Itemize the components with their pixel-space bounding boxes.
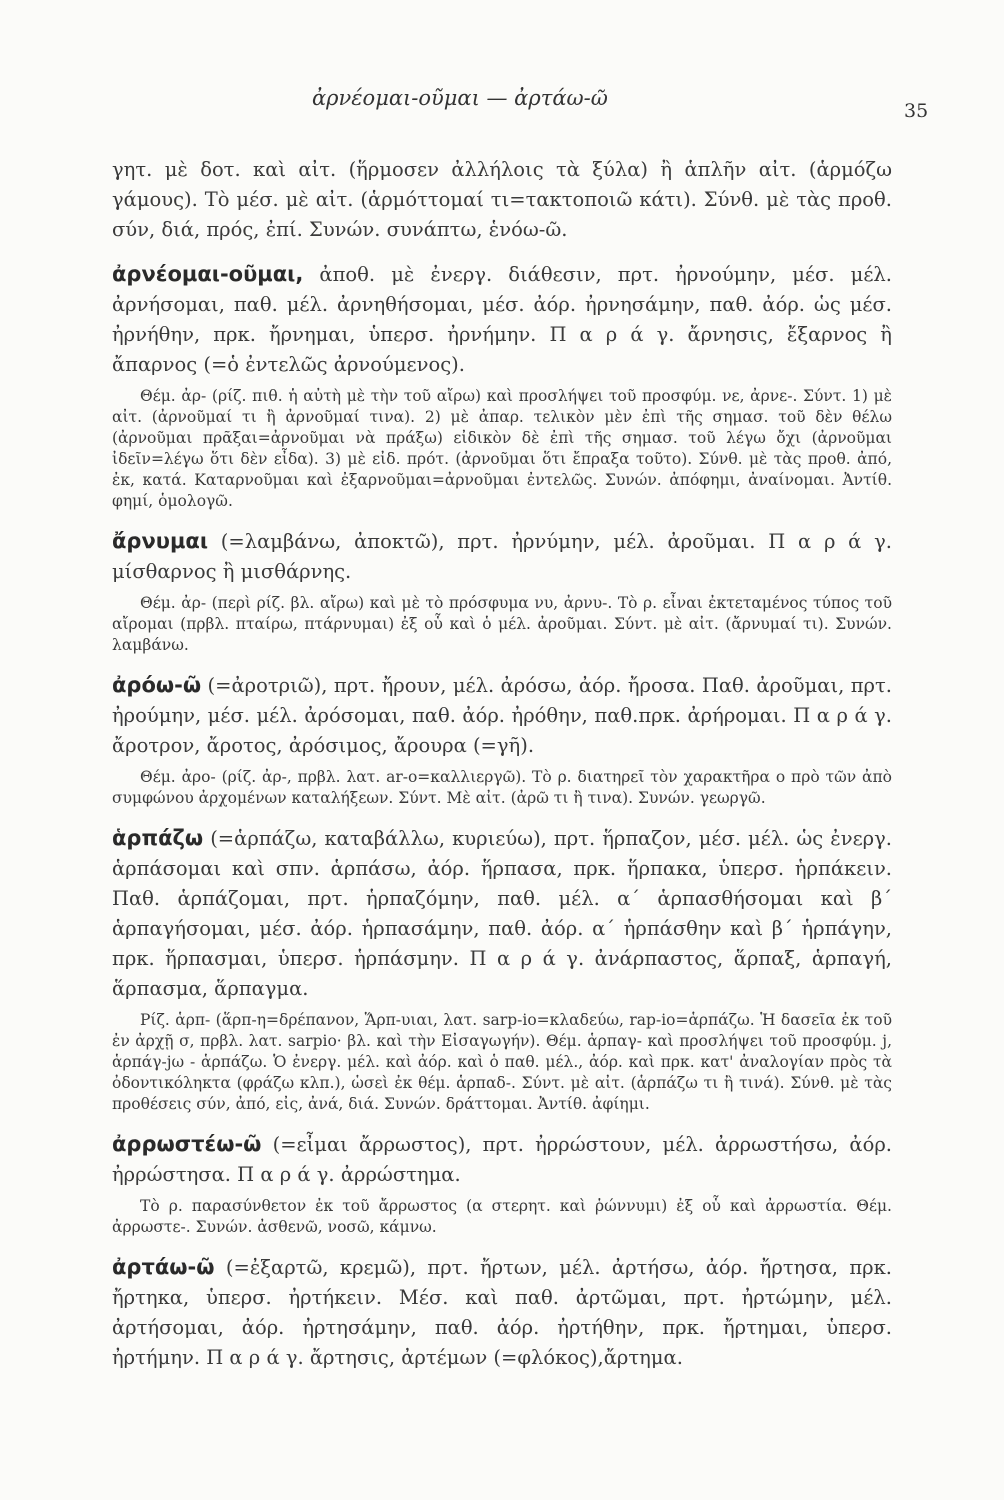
- entry-body: (=ἐξαρτῶ, κρεμῶ), πρτ. ἤρτων, μέλ. ἀρτήσω, ἀόρ. ἤρτησα, πρκ. ἤρτηκα, ὑπερσ. ἠρτήκειν. Μέσ. καὶ παθ. ἀρτῶμαι, πρτ. ἠρτώμην, μέλ. ἀρτήσομαι, ἀόρ. ἠρτησάμην, παθ. ἀόρ. ἠρτήθην, πρκ. ἤρτημαι, ὑπερσ. ἠρτήμην. Π α ρ ά γ. ἄρτησις, ἀρτέμων (=φλόκος),ἄρτημα.: [112, 1256, 892, 1369]
- entry-body: ἀποθ. μὲ ἐνεργ. διάθεσιν, πρτ. ἠρνούμην, μέσ. μέλ. ἀρνήσομαι, παθ. μέλ. ἀρνηθήσομαι, μέσ. ἀόρ. ἠρνησάμην, παθ. ἀόρ. ὡς μέσ. ἠρνήθην, πρκ. ἤρνημαι, ὑπερσ. ἠρνήμην. Π α ρ ά γ. ἄρνησις, ἔξαρνος ἢ ἄπαρνος (=ὁ ἐντελῶς ἀρνούμενος).: [112, 263, 892, 376]
- entry-main-text: [112, 670, 892, 761]
- entry-arneomai: [112, 259, 892, 512]
- entry-body: γητ. μὲ δοτ. καὶ αἰτ. (ἥρμοσεν ἀλλήλοις τὰ ξύλα) ἢ ἁπλῆν αἰτ. (ἁρμόζω γάμους). Τὸ μέσ. μὲ αἰτ. (ἁρμόττομαί τι=τακτοποιῶ κάτι). Σύνθ. μὲ τὰς προθ. σύν, διά, πρός, ἐπί. Συνών. συνάπτω, ἑνόω-ῶ.: [112, 158, 892, 241]
- entry-main-text: [112, 1252, 892, 1373]
- page-number: 35: [904, 100, 929, 122]
- entry-headword: ἁρπάζω: [112, 826, 204, 850]
- entry-harpazo: [112, 823, 892, 1115]
- entry-arrosteo: [112, 1129, 892, 1238]
- entry-body: (=ἁρπάζω, καταβάλλω, κυριεύω), πρτ. ἥρπαζον, μέσ. μέλ. ὡς ἐνεργ. ἁρπάσομαι καὶ σπν. ἁρπάσω, ἀόρ. ἥρπασα, πρκ. ἥρπακα, ὑπερσ. ἡρπάκειν. Παθ. ἁρπάζομαι, πρτ. ἡρπαζόμην, παθ. μέλ. α΄ ἁρπασθήσομαι καὶ β΄ ἁρπαγήσομαι, μέσ. ἀόρ. ἡρπασάμην, παθ. ἀόρ. α΄ ἡρπάσθην καὶ β΄ ἡρπάγην, πρκ. ἥρπασμαι, ὑπερσ. ἡρπάσμην. Π α ρ ά γ. ἀνάρπαστος, ἅρπαξ, ἁρπαγή, ἅρπασμα, ἅρπαγμα.: [112, 827, 892, 1000]
- entry-body: (=ἀροτριῶ), πρτ. ἤρουν, μέλ. ἀρόσω, ἀόρ. ἤροσα. Παθ. ἀροῦμαι, πρτ. ἠρούμην, μέσ. μέλ. ἀρόσομαι, παθ. ἀόρ. ἠρόθην, παθ.πρκ. ἀρήρομαι. Π α ρ ά γ. ἄροτρον, ἄροτος, ἀρόσιμος, ἄρουρα (=γῆ).: [112, 674, 892, 757]
- entry-body: (=λαμβάνω, ἀποκτῶ), πρτ. ἠρνύμην, μέλ. ἀροῦμαι. Π α ρ ά γ. μίσθαρνος ἢ μισθάρνης.: [112, 530, 892, 583]
- entry-headword: ἀρτάω-ῶ: [112, 1255, 215, 1279]
- entry-continuation: [112, 154, 892, 245]
- running-title: ἀρνέομαι-οῦμαι — ἀρτάω-ῶ: [312, 86, 608, 110]
- entry-main-text: [112, 1129, 892, 1190]
- entry-arnymai: [112, 526, 892, 656]
- entry-headword: ἀρρωστέω-ῶ: [112, 1132, 262, 1156]
- entry-note: Τὸ ρ. παρασύνθετον ἐκ τοῦ ἄρρωστος (α στερητ. καὶ ῥώννυμι) ἐξ οὗ καὶ ἀρρωστία. Θέμ. ἀρρωστε-. Συνών. ἀσθενῶ, νοσῶ, κάμνω.: [112, 1197, 892, 1236]
- entry-body: (=εἶμαι ἄρρωστος), πρτ. ἠρρώστουν, μέλ. ἀρρωστήσω, ἀόρ. ἠρρώστησα. Π α ρ ά γ. ἀρρώστημα.: [112, 1133, 892, 1186]
- entry-headword: ἀρόω-ῶ: [112, 673, 202, 697]
- entry-note: Θέμ. ἀρ- (περὶ ρίζ. βλ. αἴρω) καὶ μὲ τὸ πρόσφυμα νυ, ἀρνυ-. Τὸ ρ. εἶναι ἐκτεταμένος τύπος τοῦ αἴρομαι (πρβλ. πταίρω, πτάρνυμαι) ἐξ οὗ καὶ ὁ μέλ. ἀροῦμαι. Σύντ. μὲ αἰτ. (ἄρνυμαί τι). Συνών. λαμβάνω.: [112, 594, 892, 654]
- entry-main-text: [112, 154, 892, 245]
- entry-headword: ἀρνέομαι-οῦμαι,: [112, 262, 304, 286]
- entry-headword: ἄρνυμαι: [112, 529, 209, 553]
- entry-note: Ρίζ. ἁρπ- (ἅρπ-η=δρέπανον, Ἅρπ-υιαι, λατ. sarp-io=κλαδεύω, rap-io=ἁρπάζω. Ἡ δασεῖα ἐκ τοῦ ἐν ἀρχῇ σ, πρβλ. λατ. sarpio· βλ. καὶ τὴν Εἰσαγωγήν). Θέμ. ἁρπαγ- καὶ προσλήψει τοῦ προσφύμ. j, ἁρπάγ-jω - ἁρπάζω. Ὁ ἐνεργ. μέλ. καὶ ἀόρ. καὶ ὁ παθ. μέλ., ἀόρ. καὶ πρκ. κατ' ἀναλογίαν πρὸς τὰ ὀδοντικόληκτα (φράζω κλπ.), ὡσεὶ ἐκ θέμ. ἁρπαδ-. Σύντ. μὲ αἰτ. (ἁρπάζω τι ἢ τινά). Σύνθ. μὲ τὰς προθέσεις σύν, ἀπό, εἰς, ἀνά, διά. Συνών. δράττομαι. Ἀντίθ. ἀφίημι.: [112, 1011, 892, 1113]
- entry-main-text: [112, 823, 892, 1004]
- dictionary-column: [112, 154, 892, 1373]
- entry-aroo: [112, 670, 892, 809]
- entry-artao: [112, 1252, 892, 1373]
- entry-note: Θέμ. ἀρο- (ρίζ. ἀρ-, πρβλ. λατ. ar-o=καλλιεργῶ). Τὸ ρ. διατηρεῖ τὸν χαρακτῆρα ο πρὸ τῶν ἀπὸ συμφώνου ἀρχομένων καταλήξεων. Σύντ. Μὲ αἰτ. (ἀρῶ τι ἢ τινα). Συνών. γεωργῶ.: [112, 768, 892, 807]
- entry-main-text: [112, 526, 892, 587]
- entry-main-text: [112, 259, 892, 380]
- entry-note: Θέμ. ἀρ- (ρίζ. πιθ. ἡ αὐτὴ μὲ τὴν τοῦ αἴρω) καὶ προσλήψει τοῦ προσφύμ. νε, ἀρνε-. Σύντ. 1) μὲ αἰτ. (ἀρνοῦμαί τι ἢ ἀρνοῦμαί τινα). 2) μὲ ἀπαρ. τελικὸν μὲν ἐπὶ τῆς σημασ. τοῦ δὲν θέλω (ἀρνοῦμαι πρᾶξαι=ἀρνοῦμαι νὰ πράξω) εἰδικὸν δὲ ἐπὶ τῆς σημασ. τοῦ λέγω ὄχι (ἀρνοῦμαι ἰδεῖν=λέγω ὅτι δὲν εἶδα). 3) μὲ εἰδ. πρότ. (ἀρνοῦμαι ὅτι ἔπραξα τοῦτο). Σύνθ. μὲ τὰς προθ. ἀπό, ἐκ, κατά. Καταρνοῦμαι καὶ ἐξαρνοῦμαι=ἀρνοῦμαι ἐντελῶς. Συνών. ἀπόφημι, ἀναίνομαι. Ἀντίθ. φημί, ὁμολογῶ.: [112, 387, 892, 510]
